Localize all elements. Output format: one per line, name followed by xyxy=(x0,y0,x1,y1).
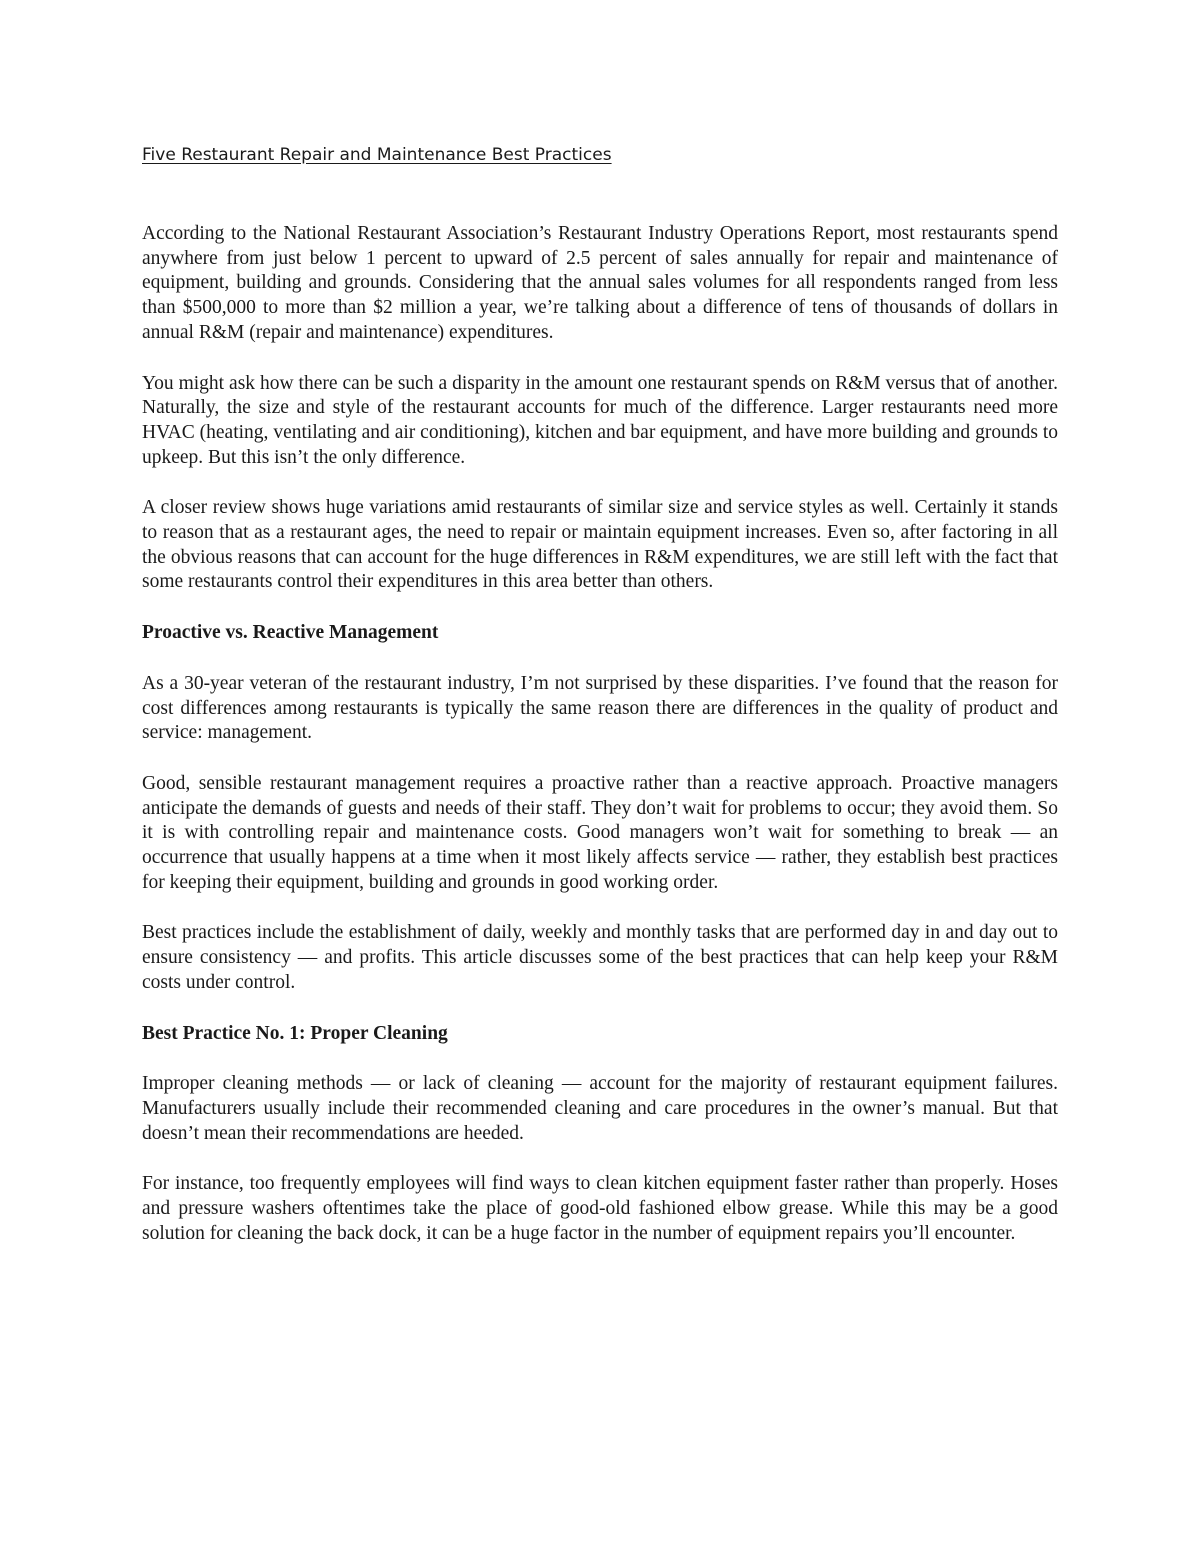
intro-paragraph-2: You might ask how there can be such a disparity in the amount one restaurant spends on R&M versus that of another. Naturally, the size and style of the restaurant accounts for much of the difference. Larger restaurants need more HVAC (heating, ventilating and air conditioning), kitchen and bar equipment, and have more building and grounds to upkeep. But this isn’t the only difference. xyxy=(142,372,1058,468)
intro-paragraph-3: A closer review shows huge variations amid restaurants of similar size and service styles as well. Certainly it stands to reason that as a restaurant ages, the need to repair or maintain equipment increases. Even so, after factoring in all the obvious reasons that can account for the huge differences in R&M expenditures, we are still left with the fact that some restaurants control their expenditures in this area better than others. xyxy=(142,497,1058,593)
intro-paragraph-1: According to the National Restaurant Association’s Restaurant Industry Operations Report, most restaurants spend anywhere from just below 1 percent to upward of 2.5 percent of sales annually for repair and maintenance of equipment, building and grounds. Considering that the annual sales volumes for all respondents ranged from less than $500,000 to more than $2 million a year, we’re talking about a difference of tens of thousands of dollars in annual R&M (repair and maintenance) expenditures. xyxy=(142,223,1058,343)
document-body xyxy=(142,143,1058,1273)
section2-paragraph-1: Improper cleaning methods — or lack of cleaning — account for the majority of restaurant equipment failures. Manufacturers usually include their recommended cleaning and care procedures in the owner’s manual. But that doesn’t mean their recommendations are heeded. xyxy=(142,1073,1058,1144)
section1-paragraph-2: Good, sensible restaurant management requires a proactive rather than a reactive approach. Proactive managers anticipate the demands of guests and needs of their staff. They don’t wait for problems to occur; they avoid them. So it is with controlling repair and maintenance costs. Good managers won’t wait for something to break — an occurrence that usually happens at a time when it most likely affects service — rather, they establish best practices for keeping their equipment, building and grounds in good working order. xyxy=(142,772,1058,893)
section-heading-proper-cleaning: Best Practice No. 1: Proper Cleaning xyxy=(142,1022,448,1044)
section1-paragraph-3: Best practices include the establishment of daily, weekly and monthly tasks that are performed day in and day out to ensure consistency — and profits. This article discusses some of the best practices that can help keep your R&M costs under control. xyxy=(142,922,1058,993)
section2-paragraph-2: For instance, too frequently employees will find ways to clean kitchen equipment faster rather than properly. Hoses and pressure washers oftentimes take the place of good-old fashioned elbow grease. While this may be a good solution for cleaning the back dock, it can be a huge factor in the number of equipment repairs you’ll encounter. xyxy=(142,1173,1058,1244)
section-heading-proactive: Proactive vs. Reactive Management xyxy=(142,622,439,644)
document-title: Five Restaurant Repair and Maintenance Best Practices xyxy=(142,145,612,165)
section1-paragraph-1: As a 30-year veteran of the restaurant industry, I’m not surprised by these disparities. I’ve found that the reason for cost differences among restaurants is typically the same reason there are differences in the quality of product and service: management. xyxy=(142,672,1058,744)
